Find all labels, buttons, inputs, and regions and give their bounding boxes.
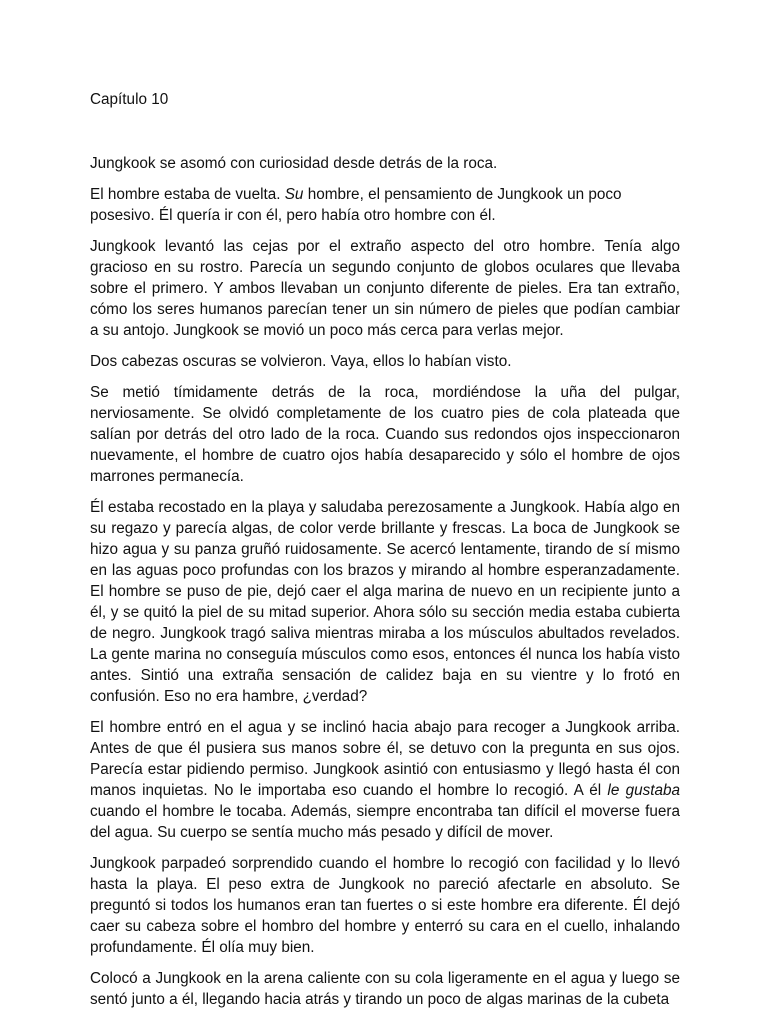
paragraph-2 bbox=[90, 184, 680, 226]
paragraph-9: Colocó a Jungkook en la arena caliente con su cola ligeramente en el agua y luego se sentó junto a él, llegando hacia atrás y tirando un poco de algas marinas de la cubeta bbox=[90, 970, 680, 1008]
paragraph-2-text-end: hombre, el pensamiento de Jungkook un poco posesivo. Él quería ir con él, pero había otro hombre con él. bbox=[90, 186, 622, 224]
paragraph-1: Jungkook se asomó con curiosidad desde detrás de la roca. bbox=[90, 155, 498, 172]
chapter-title: Capítulo 10 bbox=[90, 91, 169, 108]
paragraph-6: Él estaba recostado en la playa y saludaba perezosamente a Jungkook. Había algo en su regazo y parecía algas, de color verde brillante y frescas. La boca de Jungkook se hizo agua y su panza gruñó ruidosamente. Se acercó lentamente, tirando de sí mismo en las aguas poco profundas con los brazos y mirando al hombre esperanzadamente. El hombre se puso de pie, dejó caer el alga marina de nuevo en un recipiente junto a él, y se quitó la piel de su mitad superior. Ahora sólo su sección media estaba cubierta de negro. Jungkook tragó saliva mientras miraba a los músculos abultados revelados. La gente marina no conseguía músculos como esos, entonces él nunca los había visto antes. Sintió una extraña sensación de calidez baja en su vientre y lo frotó en confusión. Eso no era hambre, ¿verdad? bbox=[90, 499, 680, 705]
document-page bbox=[90, 89, 680, 1020]
paragraph-4: Dos cabezas oscuras se volvieron. Vaya, ellos lo habían visto. bbox=[90, 353, 512, 370]
paragraph-2-text-start: El hombre estaba de vuelta. bbox=[90, 186, 285, 203]
paragraph-8: Jungkook parpadeó sorprendido cuando el hombre lo recogió con facilidad y lo llevó hasta la playa. El peso extra de Jungkook no pareció afectarle en absoluto. Se preguntó si todos los humanos eran tan fuertes o si este hombre era diferente. Él dejó caer su cabeza sobre el hombro del hombre y enterró su cara en el cuello, inhalando profundamente. Él olía muy bien. bbox=[90, 855, 680, 956]
paragraph-7 bbox=[90, 717, 680, 843]
paragraph-3: Jungkook levantó las cejas por el extraño aspecto del otro hombre. Tenía algo gracioso en su rostro. Parecía un segundo conjunto de globos oculares que llevaba sobre el primero. Y ambos llevaban un conjunto diferente de pieles. Era tan extraño, cómo los seres humanos parecían tener un sin número de pieles que podían cambiar a su antojo. Jungkook se movió un poco más cerca para verlas mejor. bbox=[90, 238, 680, 339]
paragraph-7-emphasis: le gustaba bbox=[607, 782, 681, 799]
paragraph-7-text-start: El hombre entró en el agua y se inclinó hacia abajo para recoger a Jungkook arriba. Antes de que él pusiera sus manos sobre él, se detuvo con la pregunta en sus ojos. Parecía estar pidiendo permiso. Jungkook asintió con entusiasmo y llegó hasta él con manos inquietas. No le importaba eso cuando el hombre lo recogió. A él bbox=[90, 719, 680, 799]
paragraph-7-text-end: cuando el hombre le tocaba. Además, siempre encontraba tan difícil el moverse fuera del agua. Su cuerpo se sentía mucho más pesado y difícil de mover. bbox=[90, 803, 680, 841]
paragraph-5: Se metió tímidamente detrás de la roca, mordiéndose la uña del pulgar, nerviosamente. Se olvidó completamente de los cuatro pies de cola plateada que salían por detrás del otro lado de la roca. Cuando sus redondos ojos inspeccionaron nuevamente, el hombre de cuatro ojos había desaparecido y sólo el hombre de ojos marrones permanecía. bbox=[90, 384, 680, 485]
paragraph-2-emphasis: Su bbox=[284, 186, 304, 203]
